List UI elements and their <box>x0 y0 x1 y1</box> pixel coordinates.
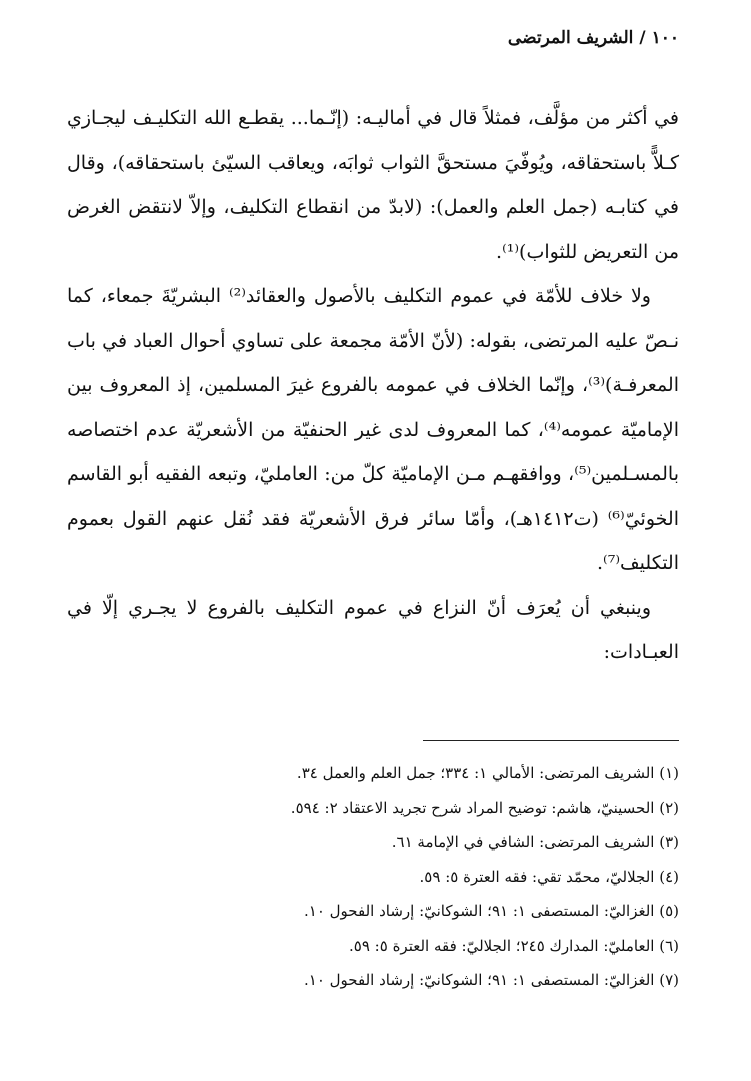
footnote-6: (٦) العامليّ: المدارك ٢٤٥؛ الجلاليّ: فقه العترة ٥: ٥٩. <box>349 936 679 955</box>
paragraph-2: ولا خلاف للأمّة في عموم التكليف بالأصول والعقائد⁽²⁾ البشريّةَ جمعاء، كما نـصّ عليه المرتضى، بقوله: (لأنّ الأمّة مجمعة على تساوي أحوال العباد في باب المعرفـة)⁽³⁾، وإنّما الخلاف في عمومه بالفروع غيرَ المسلمين، إذ المعروف بين الإماميّة عمومه⁽⁴⁾، كما المعروف لدى غير الحنفيّة من الأشعريّة عدم اختصاصه بالمسـلمين⁽⁵⁾، ووافقهـم مـن الإماميّة كلّ من: العامليّ، وتبعه الفقيه أبو القاسم الخوئيّ⁽⁶⁾ (ت١٤١٢هـ)، وأمّا سائر فرق الأشعريّة فقد نُقل عنهم القول بعموم التكليف⁽⁷⁾. <box>67 285 679 574</box>
footnote-4: (٤) الجلاليّ، محمّد تقي: فقه العترة ٥: ٥٩. <box>419 867 679 886</box>
running-header <box>508 28 679 48</box>
page-number: ١٠٠ <box>651 28 679 48</box>
footnote-divider <box>423 740 679 741</box>
running-title: الشريف المرتضى <box>507 28 634 48</box>
footnote-2: (٢) الحسينيّ، هاشم: توضيح المراد شرح تجريد الاعتقاد ٢: ٥٩٤. <box>290 798 679 817</box>
header-separator: / <box>639 28 646 48</box>
paragraph-3: وينبغي أن يُعرَف أنّ النزاع في عموم التكليف بالفروع لا يجـري إلّا في العبـادات: <box>67 596 679 663</box>
paragraph-1: في أكثر من مؤلَّف، فمثلاً قال في أماليـه: (إنّـما... يقطـع الله التكليـف ليجـازي كـلاًّ باستحقاقه، ويُوفّيَ مستحقَّ الثواب ثوابَه، ويعاقب السيّئ باستحقاقه)، وقال في كتابـه (جمل العلم والعمل): (لابدّ من انقطاع التكليف، وإلاّ لانتقض الغرض من التعريض للثواب)⁽¹⁾. <box>67 107 679 263</box>
footnote-5: (٥) الغزاليّ: المستصفى ١: ٩١؛ الشوكانيّ: إرشاد الفحول ١٠. <box>303 902 679 920</box>
footnote-1: (١) الشريف المرتضى: الأمالي ١: ٣٣٤؛ جمل العلم والعمل ٣٤. <box>296 764 679 782</box>
footnote-3: (٣) الشريف المرتضى: الشافي في الإمامة ٦١. <box>391 833 679 851</box>
footnotes <box>67 756 679 998</box>
footnote-7: (٧) الغزاليّ: المستصفى ١: ٩١؛ الشوكانيّ: إرشاد الفحول ١٠. <box>303 971 679 989</box>
main-text <box>67 96 679 675</box>
